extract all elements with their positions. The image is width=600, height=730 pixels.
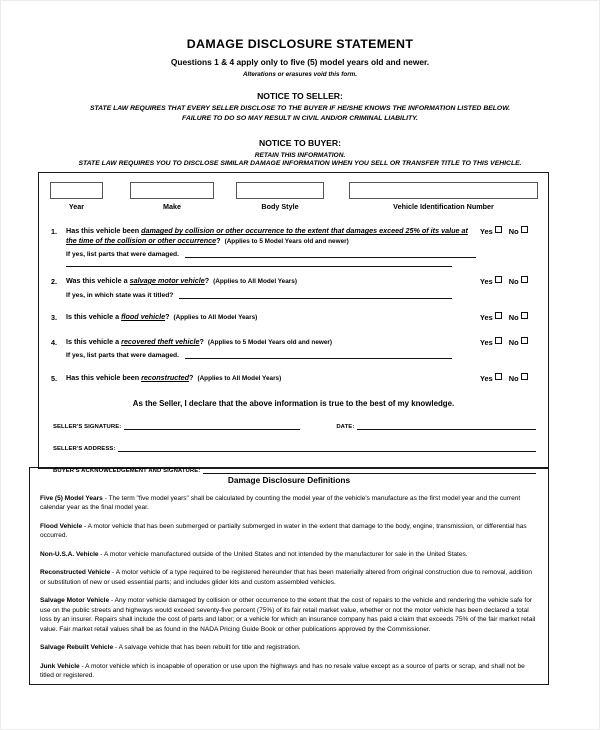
answer-group-2 [480,276,540,299]
no-label-1: No [508,227,519,236]
buyer-acknowledgement-label: BUYER'S ACKNOWLEDGEMENT AND SIGNATURE: [53,467,201,474]
yes-label-1: Yes [480,227,493,236]
question-sub-input-4[interactable] [185,351,452,359]
definition-item [40,662,538,681]
question-extra-rule-1[interactable] [66,265,452,267]
question-tail-5: ? [189,373,194,383]
date-input[interactable] [357,422,536,430]
notice-to-buyer-heading: NOTICE TO BUYER: [259,137,341,148]
yes-checkbox-4[interactable] [495,337,502,344]
notice-to-seller-line-2: FAILURE TO DO SO MAY RESULT IN CIVIL AND/OR CRIMINAL LIABILITY. [182,114,418,122]
definition-term: Five (5) Model Years [40,495,103,502]
vehicle-field-vin [349,182,538,211]
question-applies-3: (Applies to All Model Years) [173,314,258,322]
vehicle-field-make [130,182,214,211]
question-body-1 [66,226,480,267]
question-applies-5: (Applies to All Model Years) [197,375,282,383]
header-subtitle: Questions 1 & 4 apply only to five (5) model years old and newer. [170,57,430,67]
no-label-5: No [508,374,519,384]
definition-item [40,522,538,541]
no-label-2: No [508,276,519,286]
definition-item [40,596,538,634]
definition-term: Salvage Motor Vehicle [40,597,110,605]
signature-section [39,422,548,474]
alterations-notice: Alterations or erasures void this form. [242,71,358,78]
definition-text: - A motor vehicle of a type required to be registered hereunder that has been materially altered from original construction due to removal, addition or substitution of new or used essential parts; and includes glider kits and custom assembled vehicles. [40,569,533,586]
question-sub-input-2[interactable] [179,291,452,299]
question-emphasis-5: reconstructed [141,373,190,383]
notice-to-seller-line-1: STATE LAW REQUIRES THAT EVERY SELLER DISCLOSE TO THE BUYER IF HE/SHE KNOWS THE INFORMATION LISTED BELOW. [89,105,511,112]
yes-label-4: Yes [480,337,493,347]
vin-input[interactable] [349,182,538,199]
body-style-label: Body Style [261,202,299,211]
year-input[interactable] [50,182,103,199]
document-header [1,37,599,169]
answer-group-1 [480,226,540,267]
question-row-3 [39,312,548,322]
question-sub-label-4: If yes, list parts that were damaged. [66,352,179,360]
question-text-3 [66,312,476,322]
question-text-1 [66,226,476,247]
answer-group-4 [480,337,540,359]
disclosure-form-box [38,172,549,474]
no-checkbox-4[interactable] [521,337,528,344]
question-number-1: 1. [51,227,57,236]
question-number-4: 4. [51,337,57,347]
definition-item [40,568,538,587]
make-input[interactable] [130,182,214,199]
question-body-2 [66,276,480,299]
yes-checkbox-3[interactable] [495,312,502,319]
vin-label: Vehicle Identification Number [393,202,494,211]
question-lead-4: Is this vehicle a [66,336,122,346]
seller-address-label: SELLER'S ADDRESS: [53,445,116,452]
definitions-title: Damage Disclosure Definitions [227,475,351,485]
question-body-5 [66,373,480,383]
definition-text: - A motor vehicle manufactured outside of the United States and not intended by the manufacturer for sale in the United States. [98,550,468,558]
question-text-4 [66,337,476,347]
question-applies-2: (Applies to All Model Years) [213,277,297,285]
page-title: DAMAGE DISCLOSURE STATEMENT [186,37,414,51]
yes-checkbox-1[interactable] [495,226,502,233]
questions-list [39,211,548,384]
question-lead-2: Was this vehicle a [66,275,130,285]
question-sub-label-2: If yes, in which state was it titled? [66,292,174,300]
question-text-5 [66,373,476,383]
question-applies-1: (Applies to 5 Model Years old and newer) [224,238,349,246]
vehicle-field-year [50,182,103,211]
no-checkbox-2[interactable] [521,276,528,283]
notice-to-buyer-line-2: STATE LAW REQUIRES YOU TO DISCLOSE SIMILAR DAMAGE INFORMATION WHEN YOU SELL OR TRANSFER TITLE TO THIS VEHICLE. [78,159,522,167]
definition-item [40,494,538,513]
definition-text: - A motor vehicle which is incapable of operation or use upon the highways and has no resale value except as a source of parts or scrap, and shall not be titled or registered. [40,662,525,680]
definitions-box [29,467,549,685]
question-sub-4 [66,351,476,359]
date-label: DATE: [336,423,355,430]
definition-term: Reconstructed Vehicle [40,569,111,577]
definition-term: Flood Vehicle [40,522,83,530]
yes-checkbox-2[interactable] [495,276,502,283]
notice-to-seller-heading: NOTICE TO SELLER: [257,91,343,101]
question-sub-label-1: If yes, list parts that were damaged. [66,250,179,258]
body-style-input[interactable] [236,182,324,199]
definition-text: - A salvage vehicle that has been rebuilt for title and registration. [113,644,301,652]
seller-signature-input[interactable] [124,422,300,430]
definition-text: - The term "five model years" shall be calculated by counting the model year of the vehicle's manufacture as the first model year and the current calendar year as the final model year. [40,495,521,512]
yes-label-2: Yes [480,276,493,286]
vehicle-info-row [39,173,548,211]
question-tail-2: ? [204,275,210,285]
question-lead-5: Has this vehicle been [66,373,142,383]
question-tail-1: ? [216,236,221,246]
seller-signature-label: SELLER'S SIGNATURE: [53,423,122,430]
no-checkbox-1[interactable] [521,226,528,233]
yes-label-3: Yes [480,313,493,323]
seller-declaration: As the Seller, I declare that the above information is true to the best of my knowledge. [132,398,455,408]
definition-text: - A motor vehicle that has been submerged or partially submerged in water in the extent that damage to the body, engine, transmission, or differential has occurred. [40,522,527,540]
definition-term: Salvage Rebuilt Vehicle [40,644,114,652]
definition-term: Junk Vehicle [40,662,80,670]
question-text-2 [66,276,476,286]
question-emphasis-4: recovered theft vehicle [121,336,200,346]
yes-label-5: Yes [480,374,493,384]
seller-address-row [53,444,536,452]
question-row-4 [39,337,548,359]
question-applies-4: (Applies to 5 Model Years old and newer) [207,338,333,346]
no-checkbox-3[interactable] [521,312,528,319]
question-sub-input-1[interactable] [185,250,476,258]
question-row-1 [39,226,548,267]
definition-item [40,643,538,652]
seller-signature-row [53,422,536,430]
no-label-4: No [508,337,519,347]
question-lead-3: Is this vehicle a [66,312,122,322]
question-number-3: 3. [51,313,57,323]
definition-text: - Any motor vehicle damaged by collision or other occurrence to the extent that the cost of repairs to the vehicle and rendering the vehicle safe for use on the public streets and highways would exceed seventy-five percent (75%) of its fair retail market value, whether or not the motor vehicle has been declared a total loss by an insurer. Repairs shall include the cost of parts and labor; or a vehicle for which an insurance company has paid a claim that exceeds 75% of the fair market retail value. Fair market retail values shall be as found in the NADA Pricing Guide Book or other publications approved by the Commissioner. [40,597,536,633]
question-tail-4: ? [199,336,204,346]
question-body-4 [66,337,480,359]
question-tail-3: ? [165,312,170,322]
question-row-5 [39,373,548,383]
question-number-5: 5. [51,374,57,384]
no-checkbox-5[interactable] [521,373,528,380]
notice-to-buyer-line-1: RETAIN THIS INFORMATION. [254,151,346,159]
seller-address-input[interactable] [118,444,536,452]
question-sub-1 [66,250,476,258]
answer-group-3 [480,312,540,322]
definition-term: Non-U.S.A. Vehicle [40,550,99,558]
question-number-2: 2. [51,276,57,286]
make-label: Make [163,202,181,211]
yes-checkbox-5[interactable] [495,373,502,380]
question-row-2 [39,276,548,299]
question-emphasis-3: flood vehicle [121,312,166,322]
question-sub-2 [66,291,476,299]
answer-group-5 [480,373,540,383]
year-label: Year [68,202,85,211]
vehicle-field-body-style [236,182,324,211]
question-body-3 [66,312,480,322]
definition-item [40,550,538,559]
question-emphasis-1: damaged by collision or other occurrence to the extent that damages exceed 25% of its value at the time of the collision or other occurrence [66,226,468,246]
no-label-3: No [508,313,519,323]
question-lead-1: Has this vehicle been [66,226,142,235]
question-emphasis-2: salvage motor vehicle [129,275,205,285]
